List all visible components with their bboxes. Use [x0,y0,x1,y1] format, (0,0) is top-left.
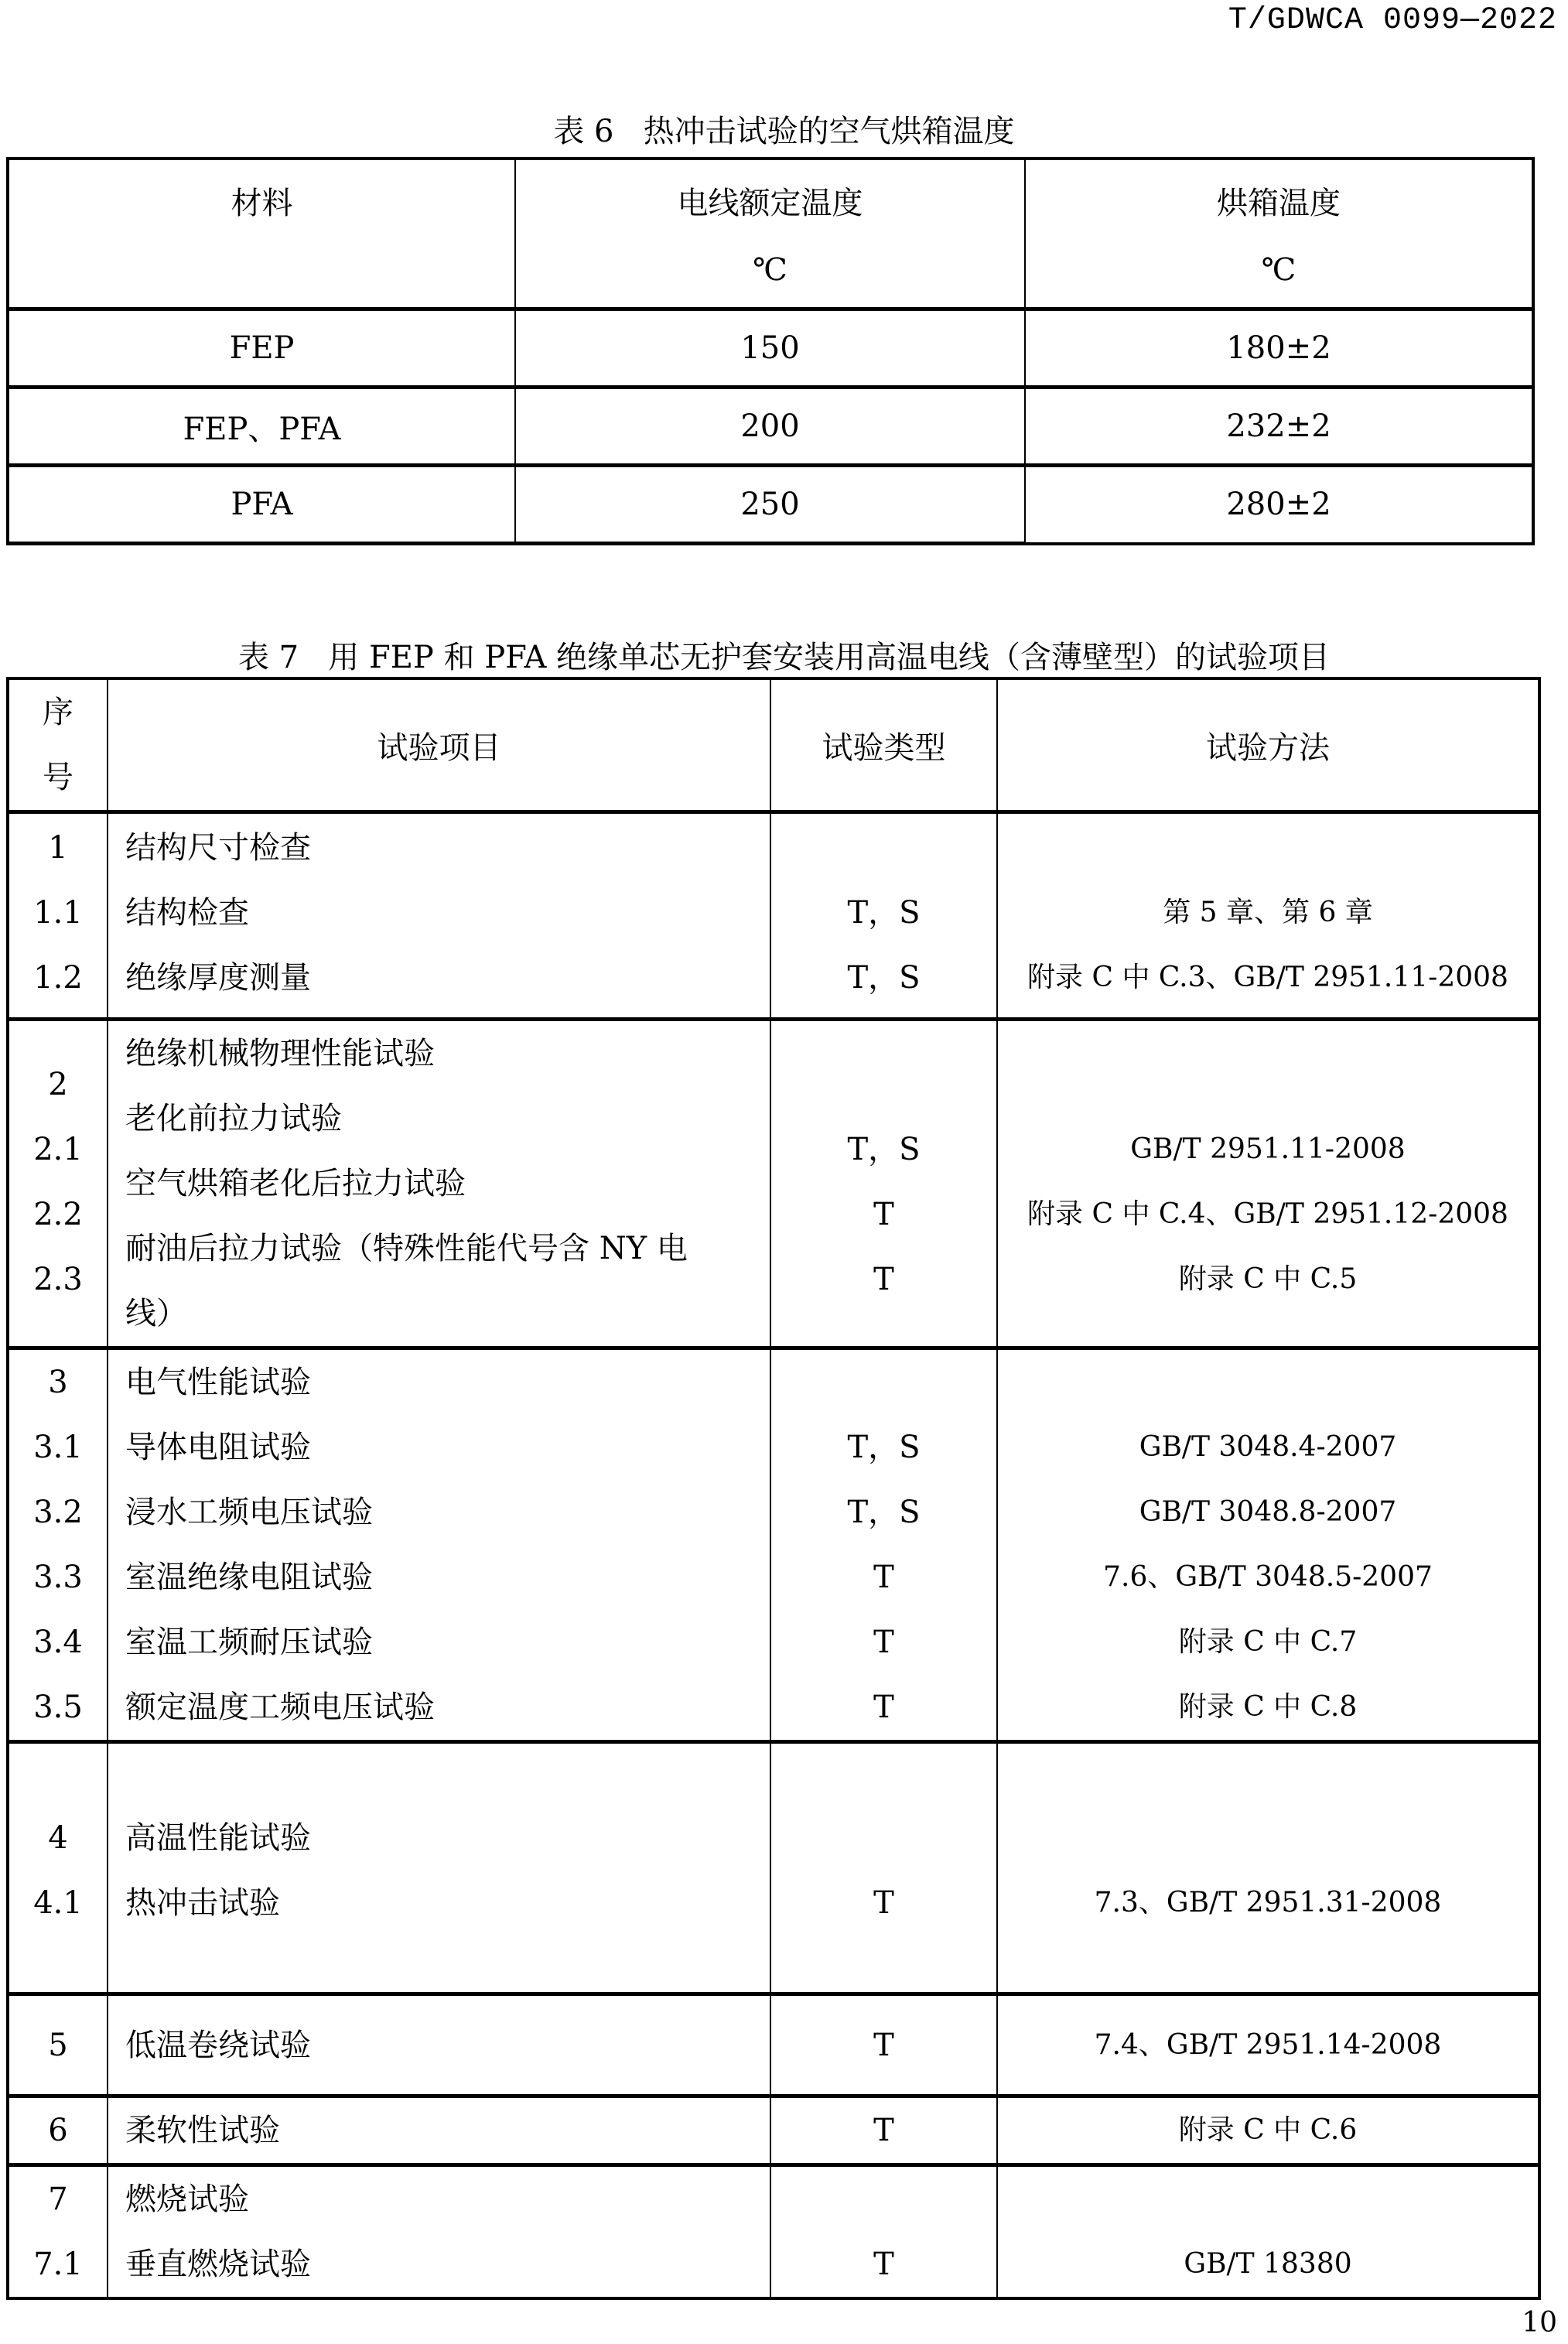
cell-rated-temp: 150 [515,309,1025,388]
table-row-group-4 [8,1742,1539,1994]
table6-header-row [8,159,1533,309]
document-code: T/GDWCA 0099—2022 [1228,3,1557,38]
table7-col-no: 序 号 [8,678,108,812]
table6-col-material: 材料 [8,159,515,309]
cell-type: T [770,2165,997,2299]
cell-type: T，S T，S T T T [770,1348,997,1742]
table6-col-rated-temp: 电线额定温度 ℃ [515,159,1025,309]
cell-material: FEP、PFA [8,388,515,466]
table-row-group-5 [8,1994,1539,2096]
cell-no: 6 [8,2096,108,2165]
table-row-group-6 [8,2096,1539,2165]
cell-rated-temp: 200 [515,388,1025,466]
cell-item: 结构尺寸检查 结构检查 绝缘厚度测量 [108,812,770,1020]
cell-no: 2 2.1 2.2 2.3 [8,1020,108,1348]
cell-method: 附录 C 中 C.6 [997,2096,1539,2165]
cell-item: 绝缘机械物理性能试验 老化前拉力试验 空气烘箱老化后拉力试验 耐油后拉力试验（特殊性能代号含 NY 电 线） [108,1020,770,1348]
cell-oven-temp: 232±2 [1025,388,1533,466]
table-row [8,309,1533,388]
cell-type: T，S T T [770,1020,997,1348]
cell-type: T [770,1994,997,2096]
cell-material: FEP [8,309,515,388]
table7-header-row [8,678,1539,812]
cell-oven-temp: 280±2 [1025,466,1533,544]
table7-caption: 表 7 用 FEP 和 PFA 绝缘单芯无护套安装用高温电线（含薄壁型）的试验项目 [237,640,1331,675]
table-row [8,466,1533,544]
table-row [8,388,1533,466]
table6-caption: 表 6 热冲击试验的空气烘箱温度 [553,114,1015,149]
cell-method: GB/T 18380 [997,2165,1539,2299]
cell-no: 4 4.1 [8,1742,108,1994]
table6-col-oven-temp: 烘箱温度 ℃ [1025,159,1533,309]
table7-col-item: 试验项目 [108,678,770,812]
cell-type: T [770,2096,997,2165]
table6-oven-temperature [6,157,1535,545]
table-row-group-7 [8,2165,1539,2299]
cell-no: 1 1.1 1.2 [8,812,108,1020]
table-row-group-2 [8,1020,1539,1348]
cell-method: 第 5 章、第 6 章 附录 C 中 C.3、GB/T 2951.11-2008 [997,812,1539,1020]
cell-item: 高温性能试验 热冲击试验 [108,1742,770,1994]
cell-method: 7.4、GB/T 2951.14-2008 [997,1994,1539,2096]
cell-rated-temp: 250 [515,466,1025,544]
table7-test-items [6,677,1541,2300]
table7-col-type: 试验类型 [770,678,997,812]
cell-oven-temp: 180±2 [1025,309,1533,388]
table-row-group-3 [8,1348,1539,1742]
cell-no: 3 3.1 3.2 3.3 3.4 3.5 [8,1348,108,1742]
cell-item: 低温卷绕试验 [108,1994,770,2096]
cell-type: T [770,1742,997,1994]
cell-material: PFA [8,466,515,544]
cell-no: 7 7.1 [8,2165,108,2299]
table7-col-method: 试验方法 [997,678,1539,812]
cell-type: T，S T，S [770,812,997,1020]
cell-no: 5 [8,1994,108,2096]
cell-method: GB/T 2951.11-2008 附录 C 中 C.4、GB/T 2951.12-2008 附录 C 中 C.5 [997,1020,1539,1348]
cell-item: 柔软性试验 [108,2096,770,2165]
cell-method: 7.3、GB/T 2951.31-2008 [997,1742,1539,1994]
cell-item: 燃烧试验 垂直燃烧试验 [108,2165,770,2299]
table-row-group-1 [8,812,1539,1020]
page-number: 10 [1522,2307,1557,2339]
cell-item: 电气性能试验 导体电阻试验 浸水工频电压试验 室温绝缘电阻试验 室温工频耐压试验 额定温度工频电压试验 [108,1348,770,1742]
cell-method: GB/T 3048.4-2007 GB/T 3048.8-2007 7.6、GB/T 3048.5-2007 附录 C 中 C.7 附录 C 中 C.8 [997,1348,1539,1742]
